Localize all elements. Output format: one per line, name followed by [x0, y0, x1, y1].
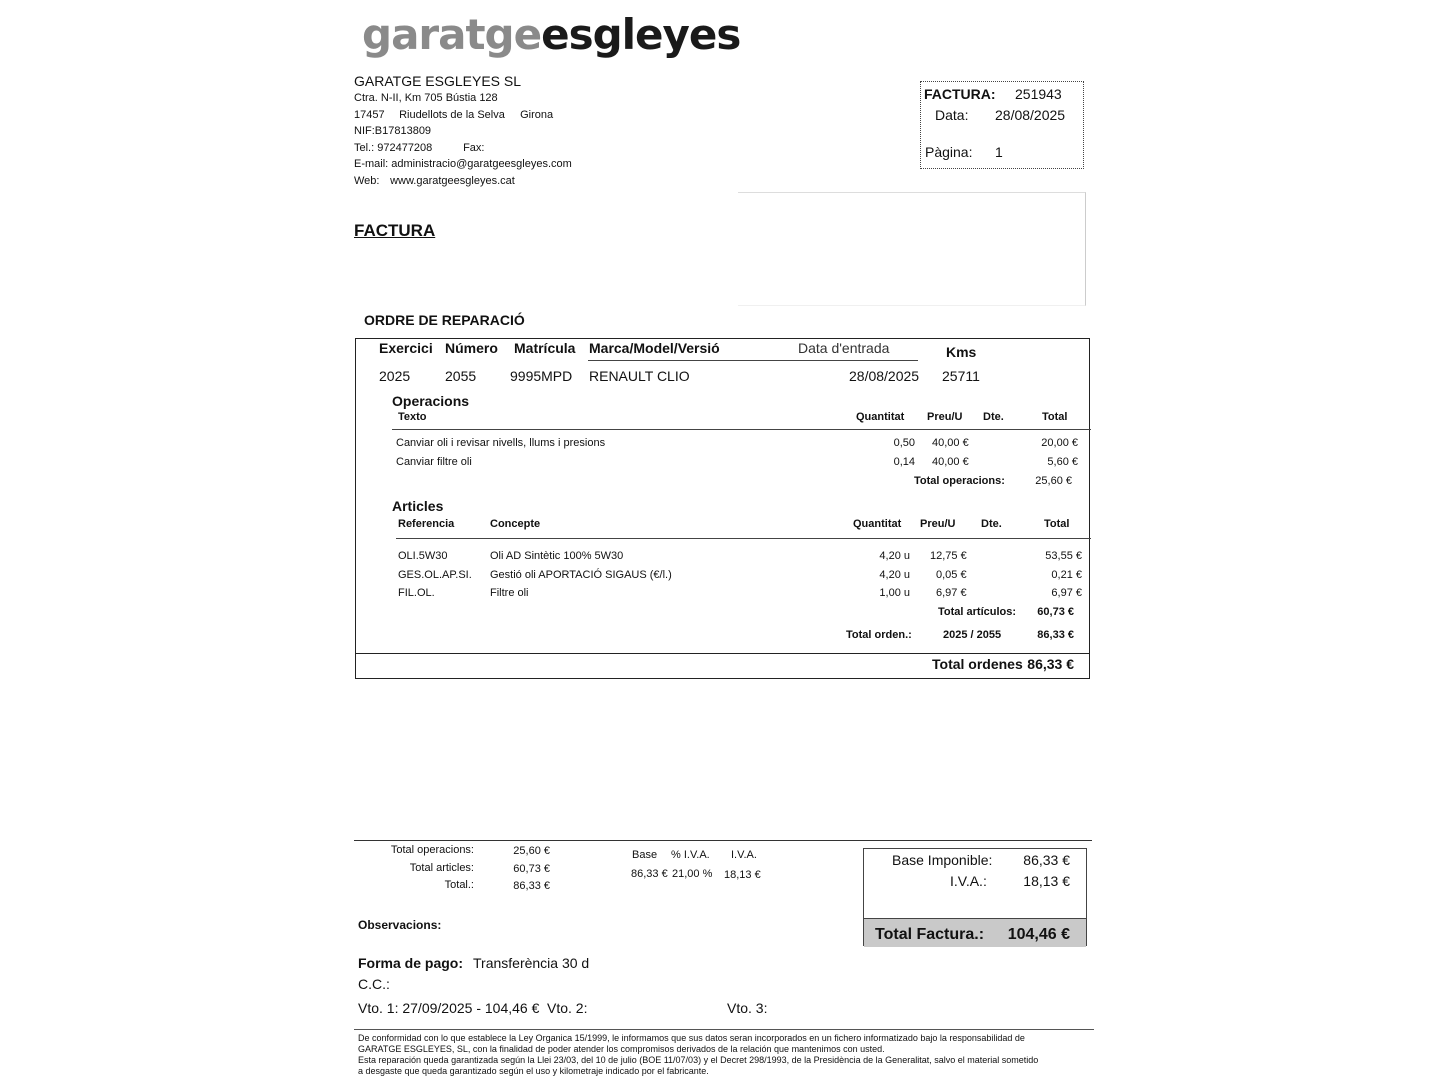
base-imponible: 86,33 € [1023, 852, 1070, 868]
total-orden-ref: 2025 / 2055 [943, 629, 1002, 641]
company-name: GARATGE ESGLEYES SL [354, 73, 522, 89]
operacions-header-preu: Preu/U [927, 411, 963, 423]
company-city: Riudellots de la Selva [399, 108, 505, 121]
article-preu: 12,75 € [930, 550, 967, 562]
legal-notice [358, 1033, 1088, 1077]
company-web-label: Web: [354, 174, 380, 187]
operacio-quantitat: 0,14 [893, 456, 915, 468]
company-email: E-mail: administracio@garatgeesgleyes.com [354, 158, 572, 171]
operacions-header-quantitat: Quantitat [856, 411, 905, 423]
article-quantitat: 4,20 u [879, 569, 910, 581]
header-numero: Número [445, 340, 498, 356]
operacio-quantitat: 0,50 [893, 437, 915, 449]
operacio-texto: Canviar oli i revisar nivells, llums i presions [396, 437, 606, 449]
operacions-header-dte: Dte. [983, 411, 1004, 423]
value-numero: 2055 [445, 368, 477, 384]
iva-header-pct: % I.V.A. [671, 849, 710, 861]
operacions-header-rule [392, 429, 1091, 430]
total-operacions-value: 25,60 € [1035, 475, 1072, 487]
total-factura: 104,46 € [1007, 926, 1070, 943]
legal-line: Esta reparación queda garantizada según la Llei 23/03, del 10 de julio (BOE 11/07/03) y el Decret 298/1993, de la Presidència de la Generalitat, salvo el material sometido [358, 1055, 1039, 1065]
operacio-total: 5,60 € [1047, 456, 1078, 468]
vto-2: Vto. 2: [547, 1000, 588, 1016]
article-concepte: Oli AD Sintètic 100% 5W30 [490, 550, 624, 562]
articles-header-total: Total [1044, 518, 1070, 530]
company-fax-label: Fax: [463, 141, 485, 154]
value-data-entrada: 28/08/2025 [849, 368, 920, 384]
operacions-header-total: Total [1042, 411, 1068, 423]
invoice-page: 1 [995, 144, 1003, 160]
company-province: Girona [520, 108, 554, 121]
article-total: 53,55 € [1045, 550, 1082, 562]
article-preu: 0,05 € [936, 569, 967, 581]
total-factura-label: Total Factura.: [875, 926, 985, 943]
total-articles-label: Total artículos: [938, 606, 1017, 618]
operacio-texto: Canviar filtre oli [396, 456, 472, 468]
articles-header-preu: Preu/U [920, 518, 956, 530]
operacio-preu: 40,00 € [932, 437, 969, 449]
summary-total-operacions: 25,60 € [513, 845, 550, 857]
vto-1: Vto. 1: 27/09/2025 - 104,46 € [358, 1000, 540, 1016]
value-marca: RENAULT CLIO [589, 368, 690, 384]
article-concepte: Gestió oli APORTACIÓ SIGAUS (€/l.) [490, 569, 672, 581]
invoice-date: 28/08/2025 [995, 107, 1066, 123]
iva-label: I.V.A.: [950, 873, 987, 889]
forma-pago: Transferència 30 d [473, 955, 590, 971]
legal-line: a desgaste que queda garantizado según el uso y kilometraje indicado por el fabricante. [358, 1066, 709, 1076]
document-title: FACTURA [354, 221, 436, 240]
operacio-total: 20,00 € [1041, 437, 1078, 449]
summary-rule [354, 840, 1092, 841]
forma-pago-label: Forma de pago: [358, 955, 464, 971]
article-total: 6,97 € [1051, 587, 1082, 599]
header-kms: Kms [946, 344, 977, 360]
iva-base: 86,33 € [631, 868, 668, 880]
order-box [355, 338, 1090, 679]
value-exercici: 2025 [379, 368, 411, 384]
articles-header-referencia: Referencia [398, 518, 455, 530]
company-address: Ctra. N-II, Km 705 Bústia 128 [354, 92, 498, 104]
invoice-page-label: Pàgina: [925, 144, 973, 160]
invoice-date-label: Data: [935, 107, 969, 123]
summary-total-operacions-label: Total operacions: [390, 844, 474, 856]
iva-amount: 18,13 € [724, 869, 761, 881]
total-articles-value: 60,73 € [1037, 606, 1074, 618]
vto-3: Vto. 3: [727, 1000, 768, 1016]
total-ordenes-label: Total ordenes [932, 656, 1023, 672]
header-marca: Marca/Model/Versió [589, 340, 720, 356]
article-referencia: FIL.OL. [398, 587, 435, 599]
articles-title: Articles [392, 498, 444, 514]
company-nif: NIF:B17813809 [354, 125, 432, 138]
summary-total-articles-label: Total articles: [409, 862, 474, 874]
logo-part-2: esgleyes [541, 10, 741, 59]
articles-header-quantitat: Quantitat [853, 518, 902, 530]
article-preu: 6,97 € [936, 587, 967, 599]
company-details [354, 72, 572, 190]
company-phone-row [354, 140, 572, 157]
total-orden-label: Total orden.: [846, 629, 912, 641]
observacions-label: Observacions: [358, 918, 442, 932]
operacions-header-texto: Texto [398, 411, 427, 423]
articles-header-concepte: Concepte [490, 518, 541, 530]
company-logo [362, 10, 740, 59]
operacions-title: Operacions [392, 393, 470, 409]
company-postal-code: 17457 [354, 108, 385, 121]
company-web: www.garatgeesgleyes.cat [390, 174, 515, 187]
value-matricula: 9995MPD [510, 368, 573, 384]
iva-header-base: Base [632, 849, 658, 861]
article-referencia: OLI.5W30 [398, 550, 448, 562]
value-kms: 25711 [942, 368, 980, 384]
header-underline [588, 360, 918, 361]
article-quantitat: 1,00 u [879, 587, 910, 599]
total-ordenes-value: 86,33 € [1027, 656, 1074, 672]
summary-total-articles: 60,73 € [513, 863, 550, 875]
company-web-row [354, 173, 572, 190]
article-concepte: Filtre oli [490, 587, 529, 599]
total-operacions-label: Total operacions: [914, 475, 1005, 487]
company-location [354, 107, 572, 124]
legal-rule [354, 1029, 1094, 1030]
order-title: ORDRE DE REPARACIÓ [364, 312, 525, 328]
header-matricula: Matrícula [514, 340, 576, 356]
logo-part-1: garatge [362, 10, 542, 59]
article-quantitat: 4,20 u [879, 550, 910, 562]
header-data-entrada: Data d'entrada [798, 340, 890, 356]
company-tel: Tel.: 972477208 [354, 141, 433, 154]
client-address-box [738, 192, 1086, 306]
cc-label: C.C.: [358, 976, 390, 992]
header-exercici: Exercici [379, 340, 433, 356]
invoice-number: 251943 [1015, 86, 1062, 102]
articles-header-dte: Dte. [981, 518, 1002, 530]
article-total: 0,21 € [1051, 569, 1082, 581]
base-imponible-label: Base Imponible: [892, 852, 993, 868]
operacio-preu: 40,00 € [932, 456, 969, 468]
total-orden-value: 86,33 € [1037, 629, 1074, 641]
invoice-info-box [920, 81, 1084, 169]
invoice-number-label: FACTURA: [924, 86, 996, 102]
total-ordenes-rule [356, 653, 1089, 654]
articles-header-rule [396, 538, 1091, 539]
legal-line: GARATGE ESGLEYES, SL, con la finalidad de poder atender los compromisos derivados de la relación que mantenimos con usted. [358, 1044, 885, 1054]
iva-total: 18,13 € [1023, 873, 1070, 889]
summary-total-label: Total.: [444, 879, 474, 891]
summary-total: 86,33 € [513, 880, 550, 892]
article-referencia: GES.OL.AP.SI. [398, 569, 472, 581]
iva-pct: 21,00 % [672, 868, 713, 880]
iva-header-iva: I.V.A. [731, 849, 757, 861]
legal-line: De conformidad con lo que establece la Ley Organica 15/1999, le informamos que sus datos seran incorporados en un fichero informatizado bajo la responsabilidad de [358, 1033, 1025, 1043]
